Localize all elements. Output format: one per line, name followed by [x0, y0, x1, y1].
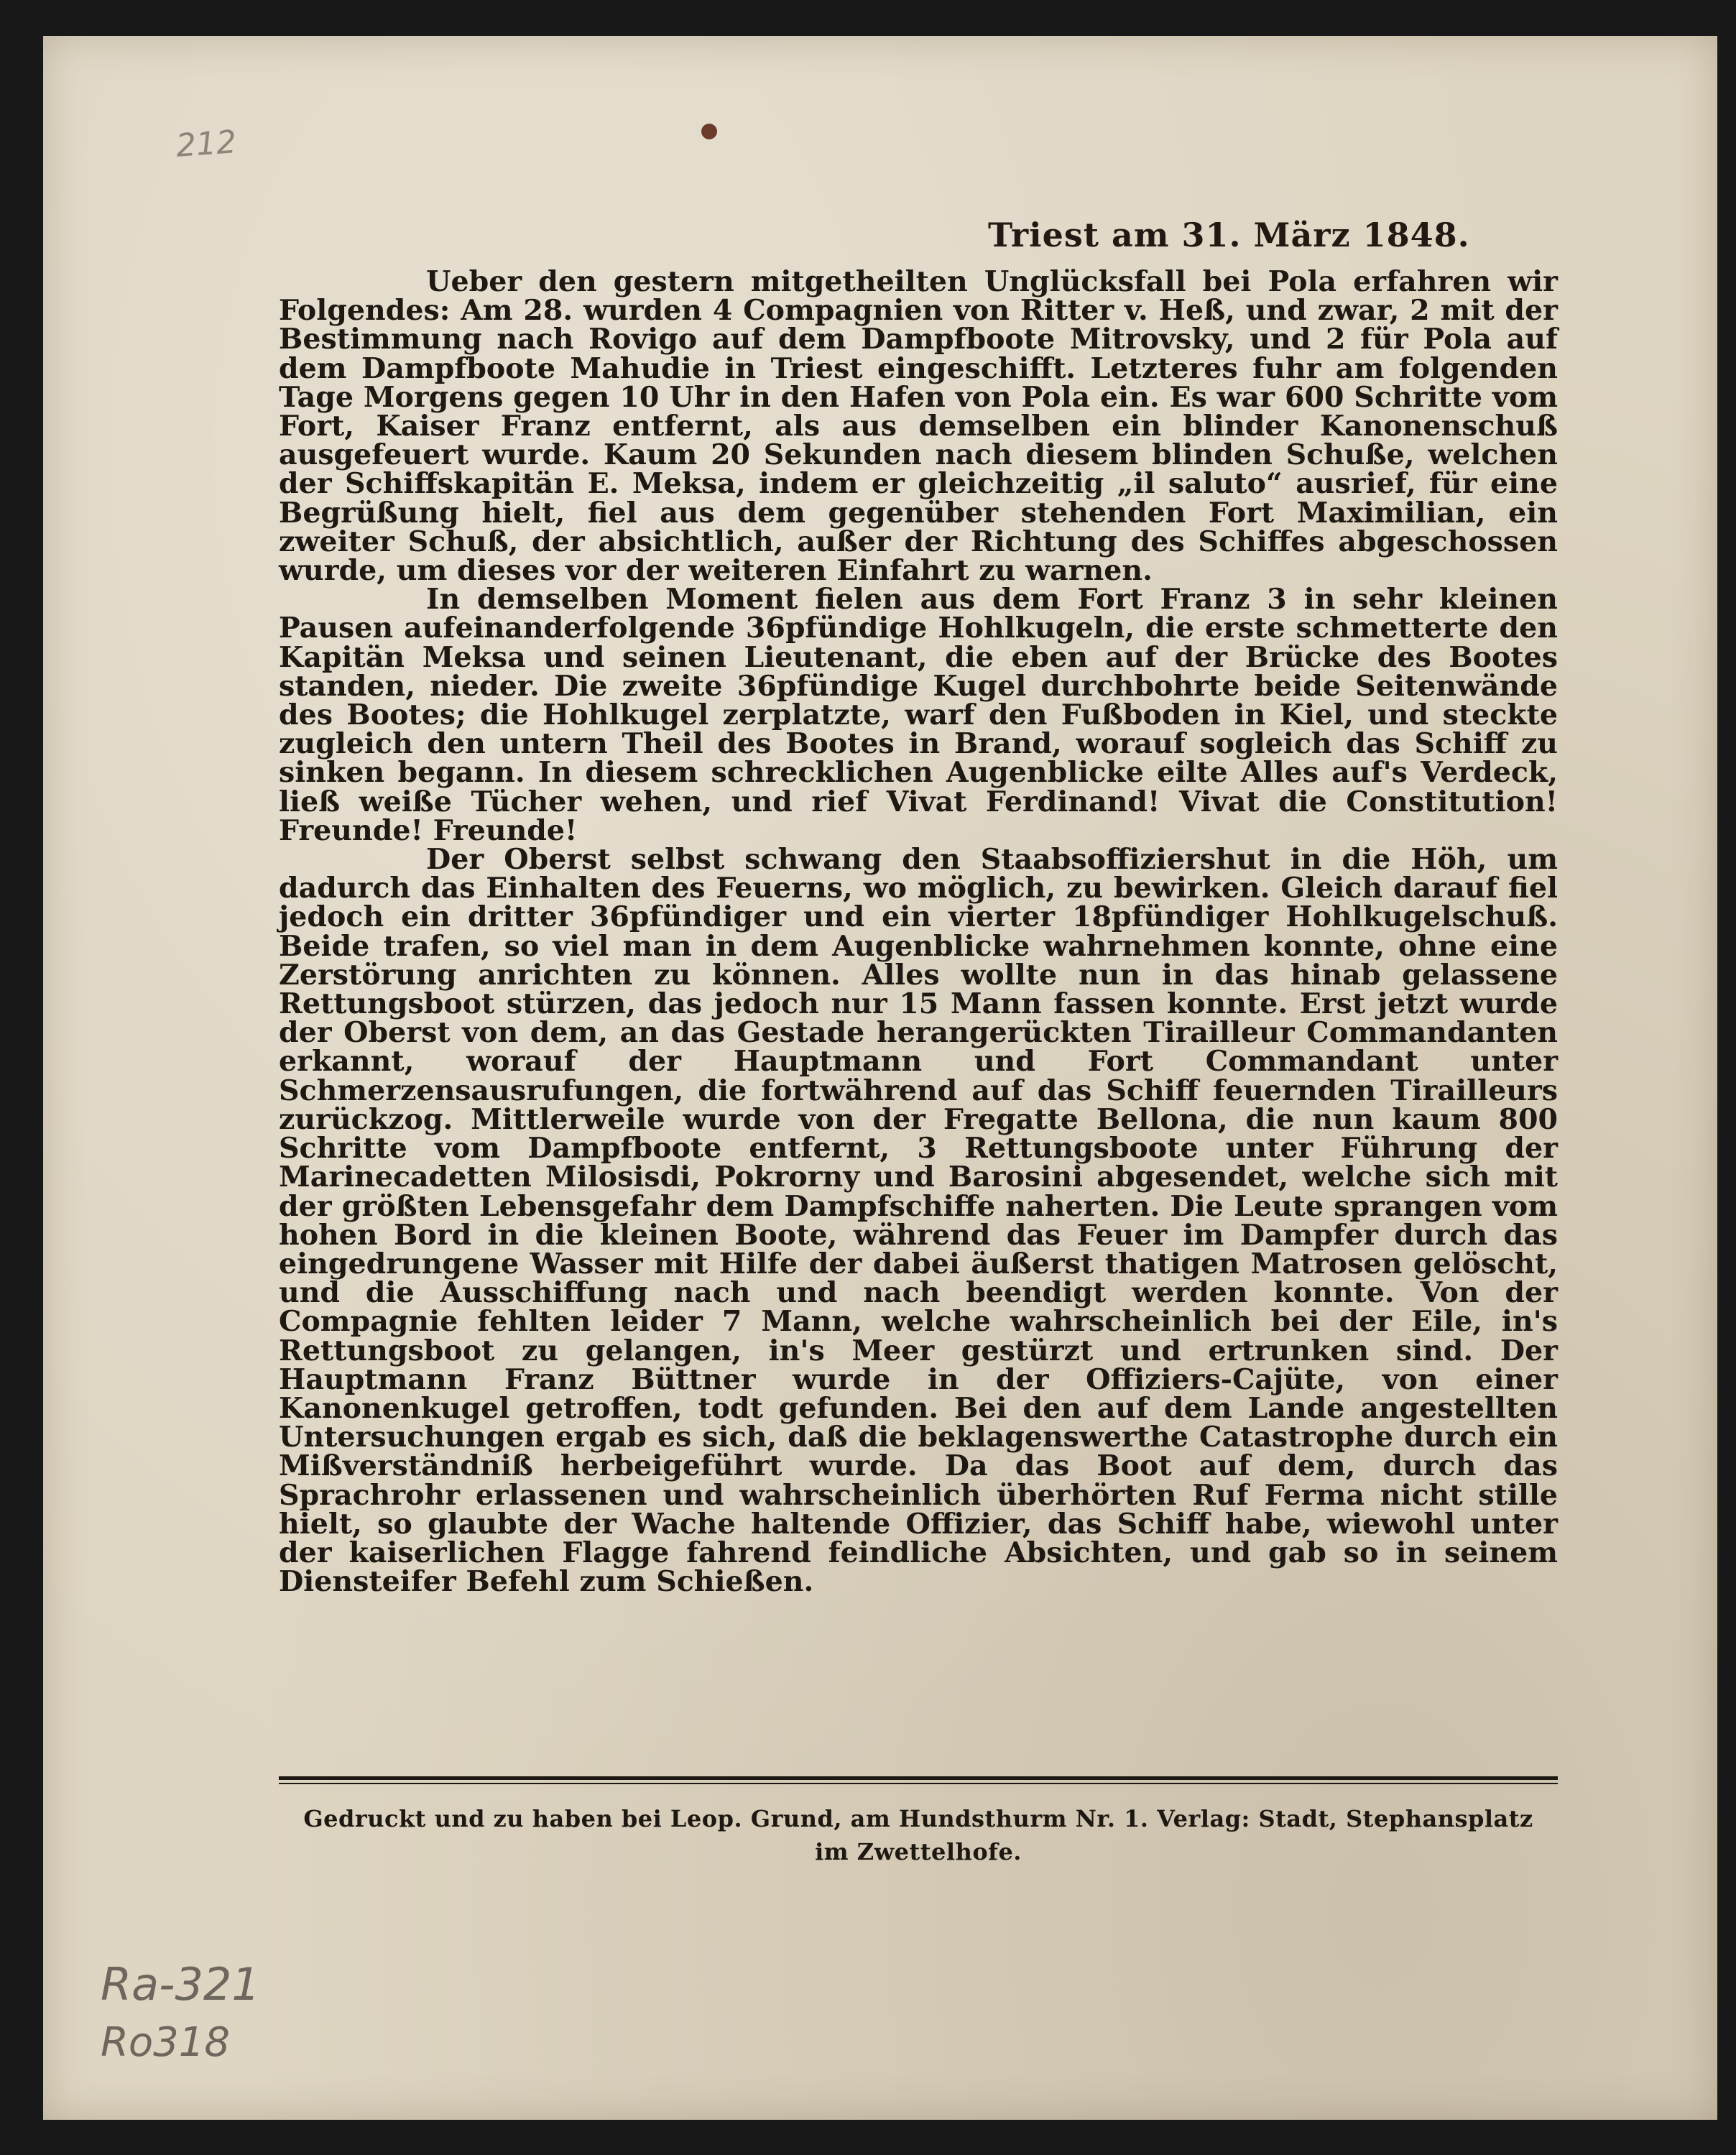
dateline: Triest am 31. März 1848.: [988, 216, 1470, 254]
double-rule-thick: [279, 1776, 1558, 1780]
paragraph: Ueber den gestern mitgetheilten Unglücksfall bei Pola erfahren wir Folgendes: Am 28. wurden 4 Compagnien von Ritter v. Heß, und zwar, 2 mit der Bestimmung nach Rovigo auf dem Dampfboote Mitrovsky, und 2 für Pola auf dem Dampfboote Mahudie in Triest eingeschifft. Letzteres fuhr am folgenden Tage Morgens gegen 10 Uhr in den Hafen von Pola ein. Es war 600 Schritte vom Fort, Kaiser Franz entfernt, als aus demselben ein blinder Kanonenschuß ausgefeuert wurde. Kaum 20 Sekunden nach diesem blinden Schuße, welchen der Schiffskapitän E. Meksa, indem er gleichzeitig „il saluto“ ausrief, für eine Begrüßung hielt, fiel aus dem gegenüber stehenden Fort Maximilian, ein zweiter Schuß, der absichtlich, außer der Richtung des Schiffes abgeschossen wurde, um dieses vor der weiteren Einfahrt zu warnen.: [279, 265, 1558, 588]
paragraph: Der Oberst selbst schwang den Staabsoffiziershut in die Höh, um dadurch das Einhalten des Feuerns, wo möglich, zu bewirken. Gleich darauf fiel jedoch ein dritter 36pfündiger und ein vierter 18pfündiger Hohlkugelschuß. Beide trafen, so viel man in dem Augenblicke wahrnehmen konnte, ohne eine Zerstörung anrichten zu können. Alles wollte nun in das hinab gelassene Rettungsboot stürzen, das jedoch nur 15 Mann fassen konnte. Erst jetzt wurde der Oberst von dem, an das Gestade herangerückten Tirailleur Commandanten erkannt, worauf der Hauptmann und Fort Commandant unter Schmerzensausrufungen, die fortwährend auf das Schiff feuernden Tirailleurs zurückzog. Mittlerweile wurde von der Fregatte Bellona, die nun kaum 800 Schritte vom Dampfboote entfernt, 3 Rettungsboote unter Führung der Marinecadetten Milosisdi, Pokrorny und Barosini abgesendet, welche sich mit der größten Lebensgefahr dem Dampfschiffe naherten. Die Leute sprangen vom hohen Bord in die kleinen Boote, während das Feuer im Dampfer durch das eingedrungene Wasser mit Hilfe der dabei äußerst thatigen Matrosen gelöscht, und die Ausschiffung nach und nach beendigt werden konnte. Von der Compagnie fehlten leider 7 Mann, welche wahrscheinlich bei der Eile, in's Rettungsboot zu gelangen, in's Meer gestürzt und ertrunken sind. Der Hauptmann Franz Büttner wurde in der Offiziers-Cajüte, von einer Kanonenkugel getroffen, todt gefunden. Bei den auf dem Lande angestellten Untersuchungen ergab es sich, daß die beklagenswerthe Catastrophe durch ein Mißverständniß herbeigeführt wurde. Da das Boot auf dem, durch das Sprachrohr erlassenen und wahrscheinlich überhörten Ruf Ferma nicht stille hielt, so glaubte der Wache haltende Offizier, das Schiff habe, wiewohl unter der kaiserlichen Flagge fahrend feindliche Absichten, und gab so in seinem Diensteifer Befehl zum Schießen.: [279, 843, 1558, 1599]
imprint-line: im Zwettelhofe.: [815, 1838, 1022, 1865]
archive-number: 212: [175, 124, 238, 165]
shelfmark: Ra-321: [101, 1958, 260, 2011]
stain-dot: [701, 124, 717, 139]
shelfmark: Ro318: [101, 2019, 231, 2066]
double-rule-thin: [279, 1783, 1558, 1784]
paragraph: In demselben Moment fielen aus dem Fort Franz 3 in sehr kleinen Pausen aufeinanderfolgende 36pfündige Hohlkugeln, die erste schmetterte den Kapitän Meksa und seinen Lieutenant, die eben auf der Brücke des Bootes standen, nieder. Die zweite 36pfündige Kugel durchbohrte beide Seitenwände des Bootes; die Hohlkugel zerplatzte, warf den Fußboden in Kiel, und steckte zugleich den untern Theil des Bootes in Brand, worauf sogleich das Schiff zu sinken begann. In diesem schrecklichen Augenblicke eilte Alles auf's Verdeck, ließ weiße Tücher wehen, und rief Vivat Ferdinand! Vivat die Constitution! Freunde! Freunde!: [279, 583, 1558, 847]
printer-imprint: [279, 1802, 1558, 1868]
article-body: [279, 265, 1558, 1599]
imprint-line: Gedruckt und zu haben bei Leop. Grund, am Hundsthurm Nr. 1. Verlag: Stadt, Stephansplatz: [303, 1805, 1533, 1832]
